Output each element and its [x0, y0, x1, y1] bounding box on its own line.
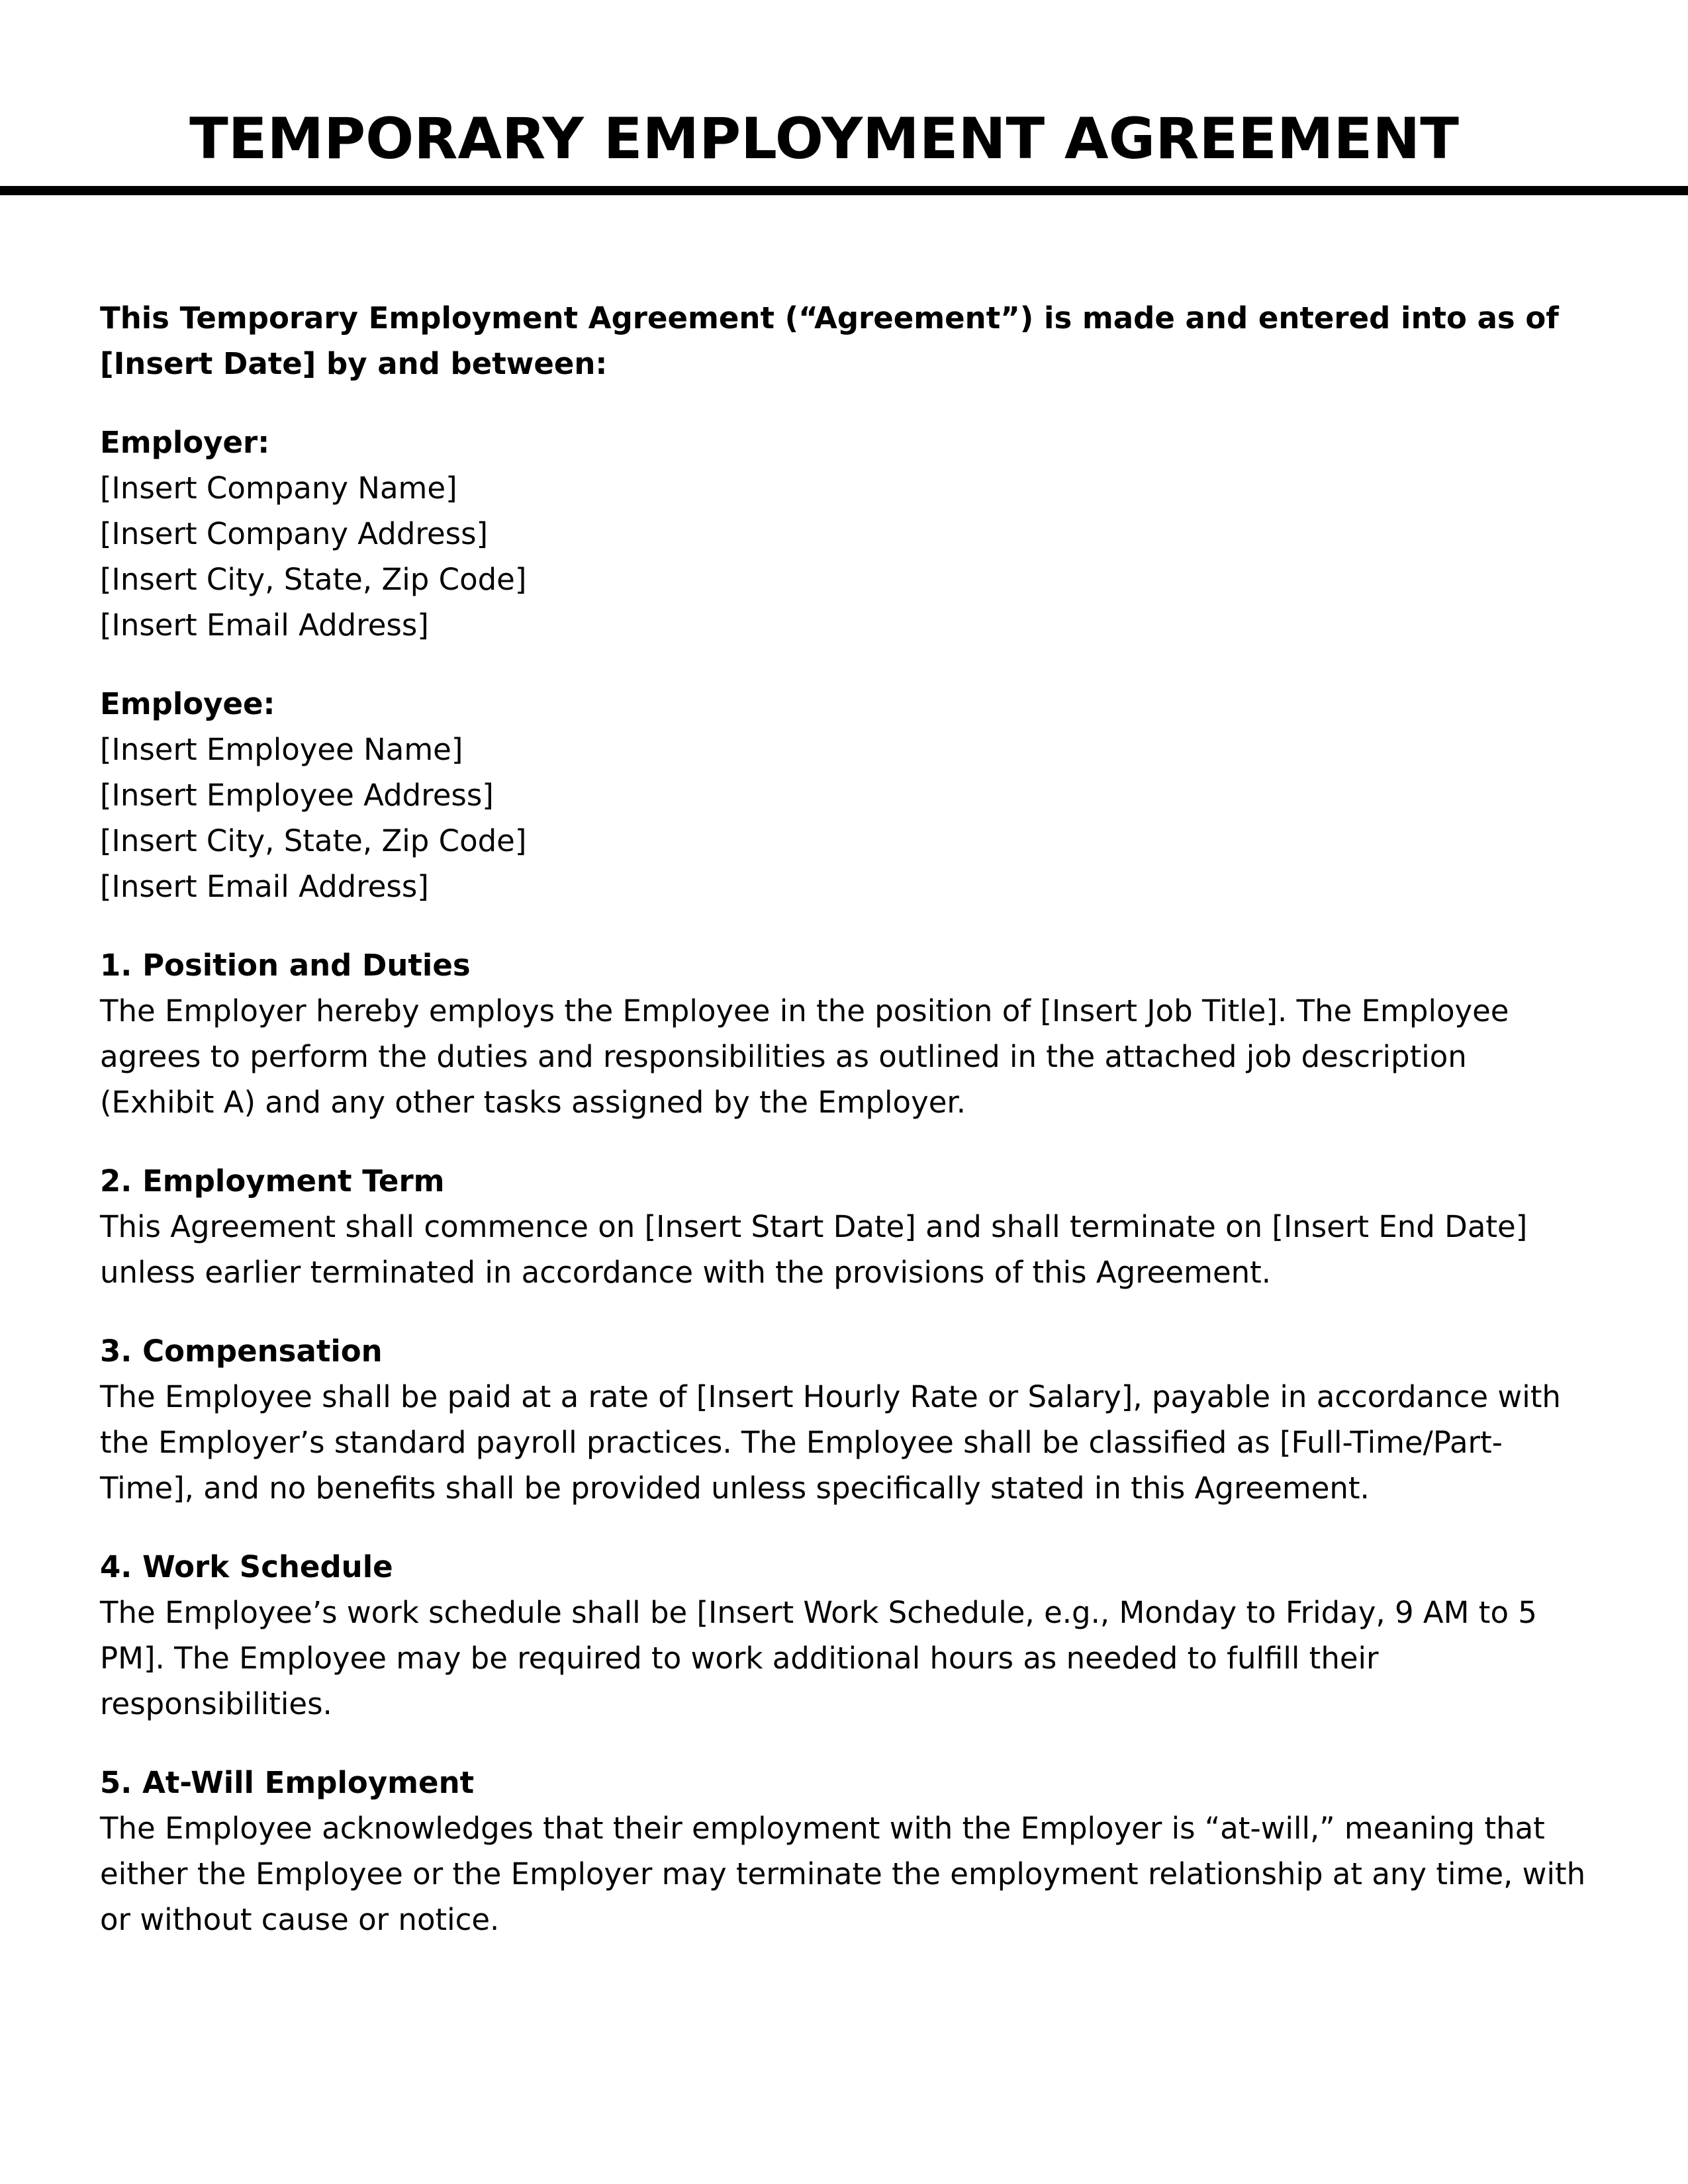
employer-city-state-zip: [Insert City, State, Zip Code]	[100, 562, 527, 597]
employee-block	[100, 681, 1589, 909]
document-title: TEMPORARY EMPLOYMENT AGREEMENT	[189, 106, 1459, 172]
section-heading: 2. Employment Term	[100, 1163, 445, 1199]
employee-address: [Insert Employee Address]	[100, 778, 494, 813]
employer-company-address: [Insert Company Address]	[100, 516, 489, 551]
section-body: The Employee acknowledges that their employment with the Employer is “at-will,” meaning that either the Employee or the Employer may terminate the employment relationship at any time, with or without cause or notice.	[100, 1811, 1586, 1937]
section-body: This Agreement shall commence on [Insert Start Date] and shall terminate on [Insert End Date] unless earlier terminated in accordance with the provisions of this Agreement.	[100, 1209, 1528, 1290]
employer-email: [Insert Email Address]	[100, 608, 429, 643]
section-employment-term	[100, 1158, 1589, 1295]
title-divider	[0, 186, 1688, 195]
page-header	[0, 0, 1688, 199]
employee-email: [Insert Email Address]	[100, 869, 429, 904]
section-heading: 3. Compensation	[100, 1334, 383, 1369]
section-position-duties	[100, 942, 1589, 1125]
section-work-schedule	[100, 1544, 1589, 1727]
employer-block	[100, 420, 1589, 648]
employee-label: Employee:	[100, 686, 275, 721]
section-heading: 5. At-Will Employment	[100, 1765, 475, 1800]
section-heading: 1. Position and Duties	[100, 948, 471, 983]
section-heading: 4. Work Schedule	[100, 1549, 393, 1584]
document-body	[100, 295, 1589, 1976]
section-compensation	[100, 1328, 1589, 1511]
employer-label: Employer:	[100, 425, 270, 460]
employee-name: [Insert Employee Name]	[100, 732, 463, 767]
intro-paragraph: This Temporary Employment Agreement (“Agreement”) is made and entered into as of [Insert Date] by and between:	[100, 300, 1559, 381]
section-at-will-employment	[100, 1760, 1589, 1942]
employee-city-state-zip: [Insert City, State, Zip Code]	[100, 823, 527, 858]
section-body: The Employee’s work schedule shall be [Insert Work Schedule, e.g., Monday to Friday, 9 AM to 5 PM]. The Employee may be required to work additional hours as needed to fulfill their responsibilities.	[100, 1595, 1537, 1721]
employer-company-name: [Insert Company Name]	[100, 471, 457, 506]
section-body: The Employee shall be paid at a rate of [Insert Hourly Rate or Salary], payable in accordance with the Employer’s standard payroll practices. The Employee shall be classified as [Full-Time/Part-Time], and no benefits shall be provided unless specifically stated in this Agreement.	[100, 1379, 1561, 1506]
section-body: The Employer hereby employs the Employee in the position of [Insert Job Title]. The Employee agrees to perform the duties and responsibilities as outlined in the attached job description (Exhibit A) and any other tasks assigned by the Employer.	[100, 993, 1509, 1120]
